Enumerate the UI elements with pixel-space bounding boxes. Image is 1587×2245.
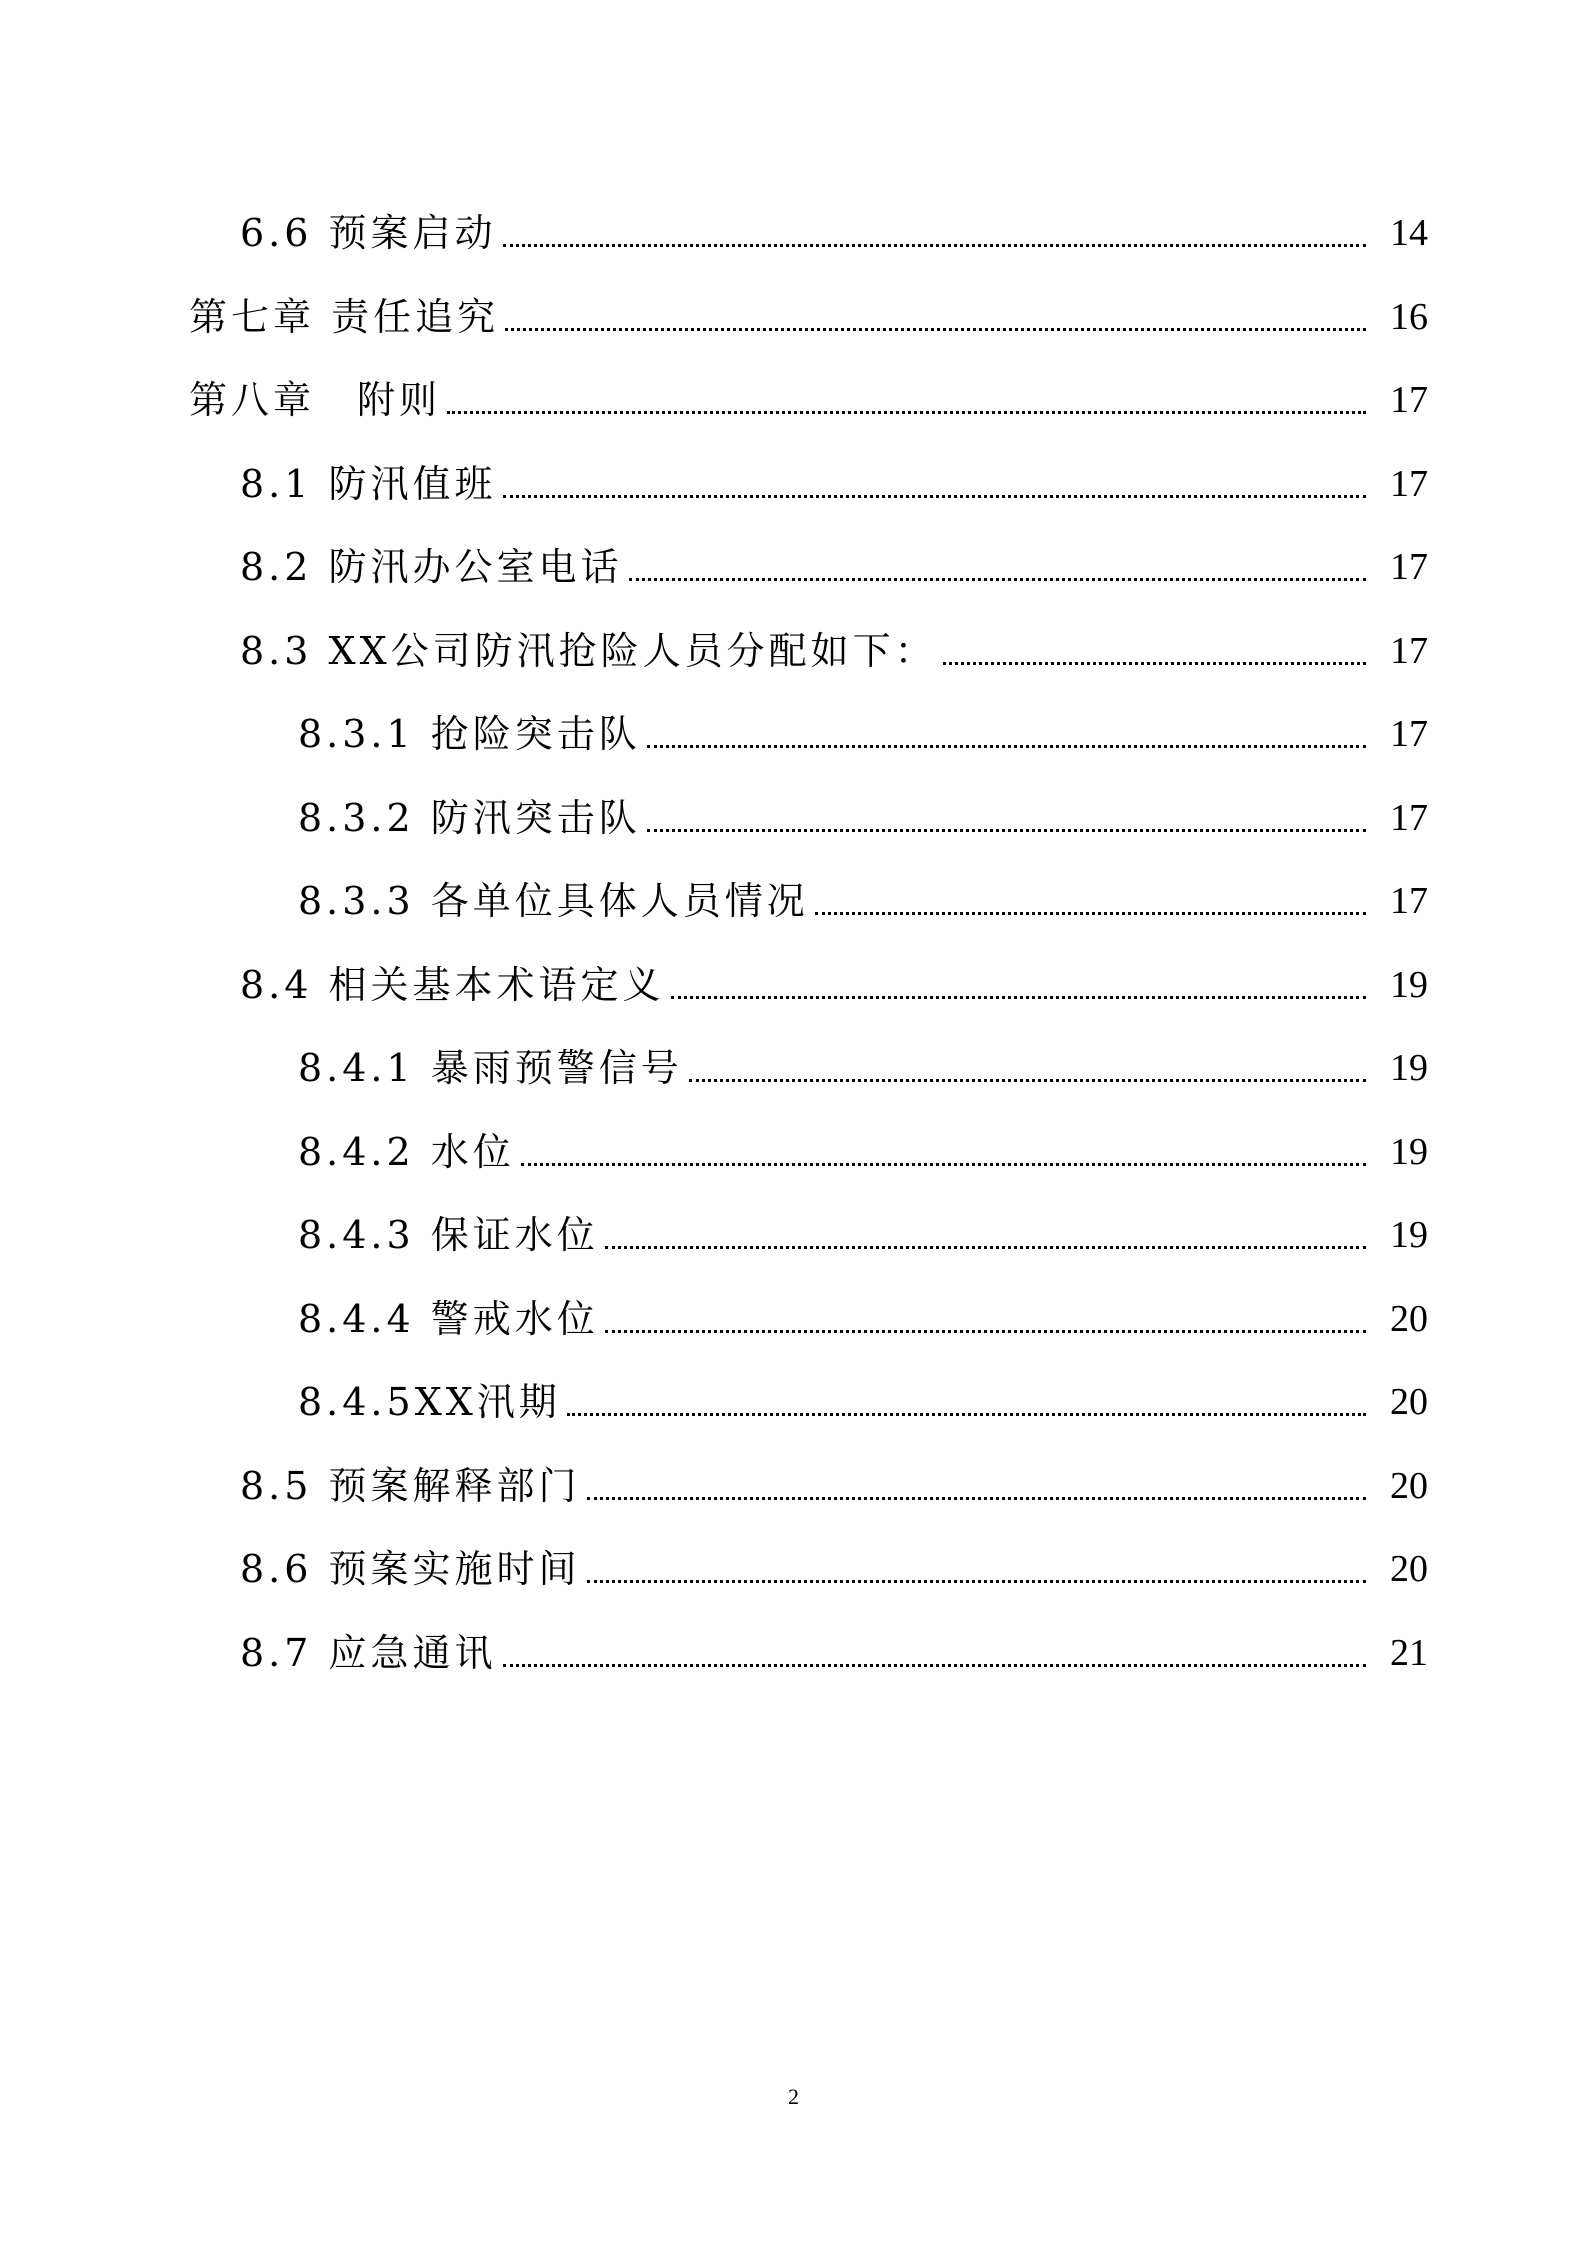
- dot-leader: [815, 912, 1366, 915]
- dot-leader: [587, 1497, 1366, 1500]
- toc-entry-title: 8.6 预案实施时间: [240, 1541, 587, 1597]
- toc-entry-page-number: 17: [1372, 372, 1428, 428]
- dot-leader: [503, 495, 1366, 498]
- toc-entry[interactable]: [0, 205, 1587, 261]
- dot-leader: [671, 996, 1366, 999]
- toc-entry[interactable]: [0, 1207, 1587, 1263]
- dot-leader: [503, 1664, 1366, 1667]
- toc-entry-page-number: 17: [1372, 623, 1428, 679]
- toc-entry-title: 8.3.3 各单位具体人员情况: [298, 873, 815, 929]
- toc-entry-title: 8.4.4 警戒水位: [298, 1291, 605, 1347]
- toc-entry-page-number: 17: [1372, 539, 1428, 595]
- toc-entry-title: 8.3 XX公司防汛抢险人员分配如下：: [240, 623, 943, 679]
- dot-leader: [503, 244, 1366, 247]
- dot-leader: [605, 1330, 1366, 1333]
- dot-leader: [521, 1163, 1366, 1166]
- toc-entry[interactable]: [0, 1541, 1587, 1597]
- toc-entry[interactable]: [0, 1291, 1587, 1347]
- toc-entry-page-number: 19: [1372, 1207, 1428, 1263]
- dot-leader: [943, 662, 1366, 665]
- toc-entry-page-number: 20: [1372, 1458, 1428, 1514]
- dot-leader: [447, 411, 1366, 414]
- toc-entry-title: 8.5 预案解释部门: [240, 1458, 587, 1514]
- page-number: 2: [788, 2084, 799, 2109]
- toc-entry-page-number: 20: [1372, 1291, 1428, 1347]
- toc-entry-page-number: 19: [1372, 1124, 1428, 1180]
- toc-entry[interactable]: [0, 706, 1587, 762]
- toc-entry-page-number: 16: [1372, 289, 1428, 345]
- toc-entry-title: 8.4 相关基本术语定义: [240, 957, 671, 1013]
- toc-entry-title: 8.4.2 水位: [298, 1124, 521, 1180]
- dot-leader: [505, 328, 1366, 331]
- toc-entry-title: 8.3.1 抢险突击队: [298, 706, 647, 762]
- toc-entry-title: 8.7 应急通讯: [240, 1625, 503, 1681]
- toc-entry[interactable]: [0, 456, 1587, 512]
- toc-entry[interactable]: [0, 1458, 1587, 1514]
- toc-entry-title: 8.3.2 防汛突击队: [298, 790, 647, 846]
- toc-entry[interactable]: [0, 1374, 1587, 1430]
- toc-entry[interactable]: [0, 623, 1587, 679]
- dot-leader: [647, 745, 1366, 748]
- dot-leader: [689, 1079, 1366, 1082]
- toc-entry-title: 8.2 防汛办公室电话: [240, 539, 629, 595]
- dot-leader: [629, 578, 1366, 581]
- toc-entry[interactable]: [0, 1625, 1587, 1681]
- toc-entry[interactable]: [0, 957, 1587, 1013]
- toc-entry-page-number: 17: [1372, 790, 1428, 846]
- toc-entry-page-number: 17: [1372, 706, 1428, 762]
- toc-entry-title: 8.4.3 保证水位: [298, 1207, 605, 1263]
- toc-entry-page-number: 14: [1372, 205, 1428, 261]
- toc-entry-page-number: 21: [1372, 1625, 1428, 1681]
- toc-entry[interactable]: [0, 1124, 1587, 1180]
- toc-entry[interactable]: [0, 539, 1587, 595]
- toc-entry-title: 6.6 预案启动: [240, 205, 503, 261]
- toc-entry-title: 第七章 责任追究: [189, 289, 505, 345]
- toc-entry-page-number: 17: [1372, 873, 1428, 929]
- toc-entry-title: 第八章 附则: [189, 372, 447, 428]
- dot-leader: [567, 1413, 1366, 1416]
- toc-entry-page-number: 20: [1372, 1541, 1428, 1597]
- toc-entry-title: 8.1 防汛值班: [240, 456, 503, 512]
- toc-entry-page-number: 19: [1372, 1040, 1428, 1096]
- toc-entry[interactable]: [0, 1040, 1587, 1096]
- toc-entry[interactable]: [0, 289, 1587, 345]
- toc-entry[interactable]: [0, 372, 1587, 428]
- dot-leader: [647, 829, 1366, 832]
- dot-leader: [587, 1580, 1366, 1583]
- dot-leader: [605, 1246, 1366, 1249]
- toc-entry-title: 8.4.5XX汛期: [298, 1374, 567, 1430]
- toc-entry[interactable]: [0, 873, 1587, 929]
- toc-entry[interactable]: [0, 790, 1587, 846]
- toc-entry-page-number: 20: [1372, 1374, 1428, 1430]
- toc-entry-title: 8.4.1 暴雨预警信号: [298, 1040, 689, 1096]
- toc-entry-page-number: 17: [1372, 456, 1428, 512]
- toc-entry-page-number: 19: [1372, 957, 1428, 1013]
